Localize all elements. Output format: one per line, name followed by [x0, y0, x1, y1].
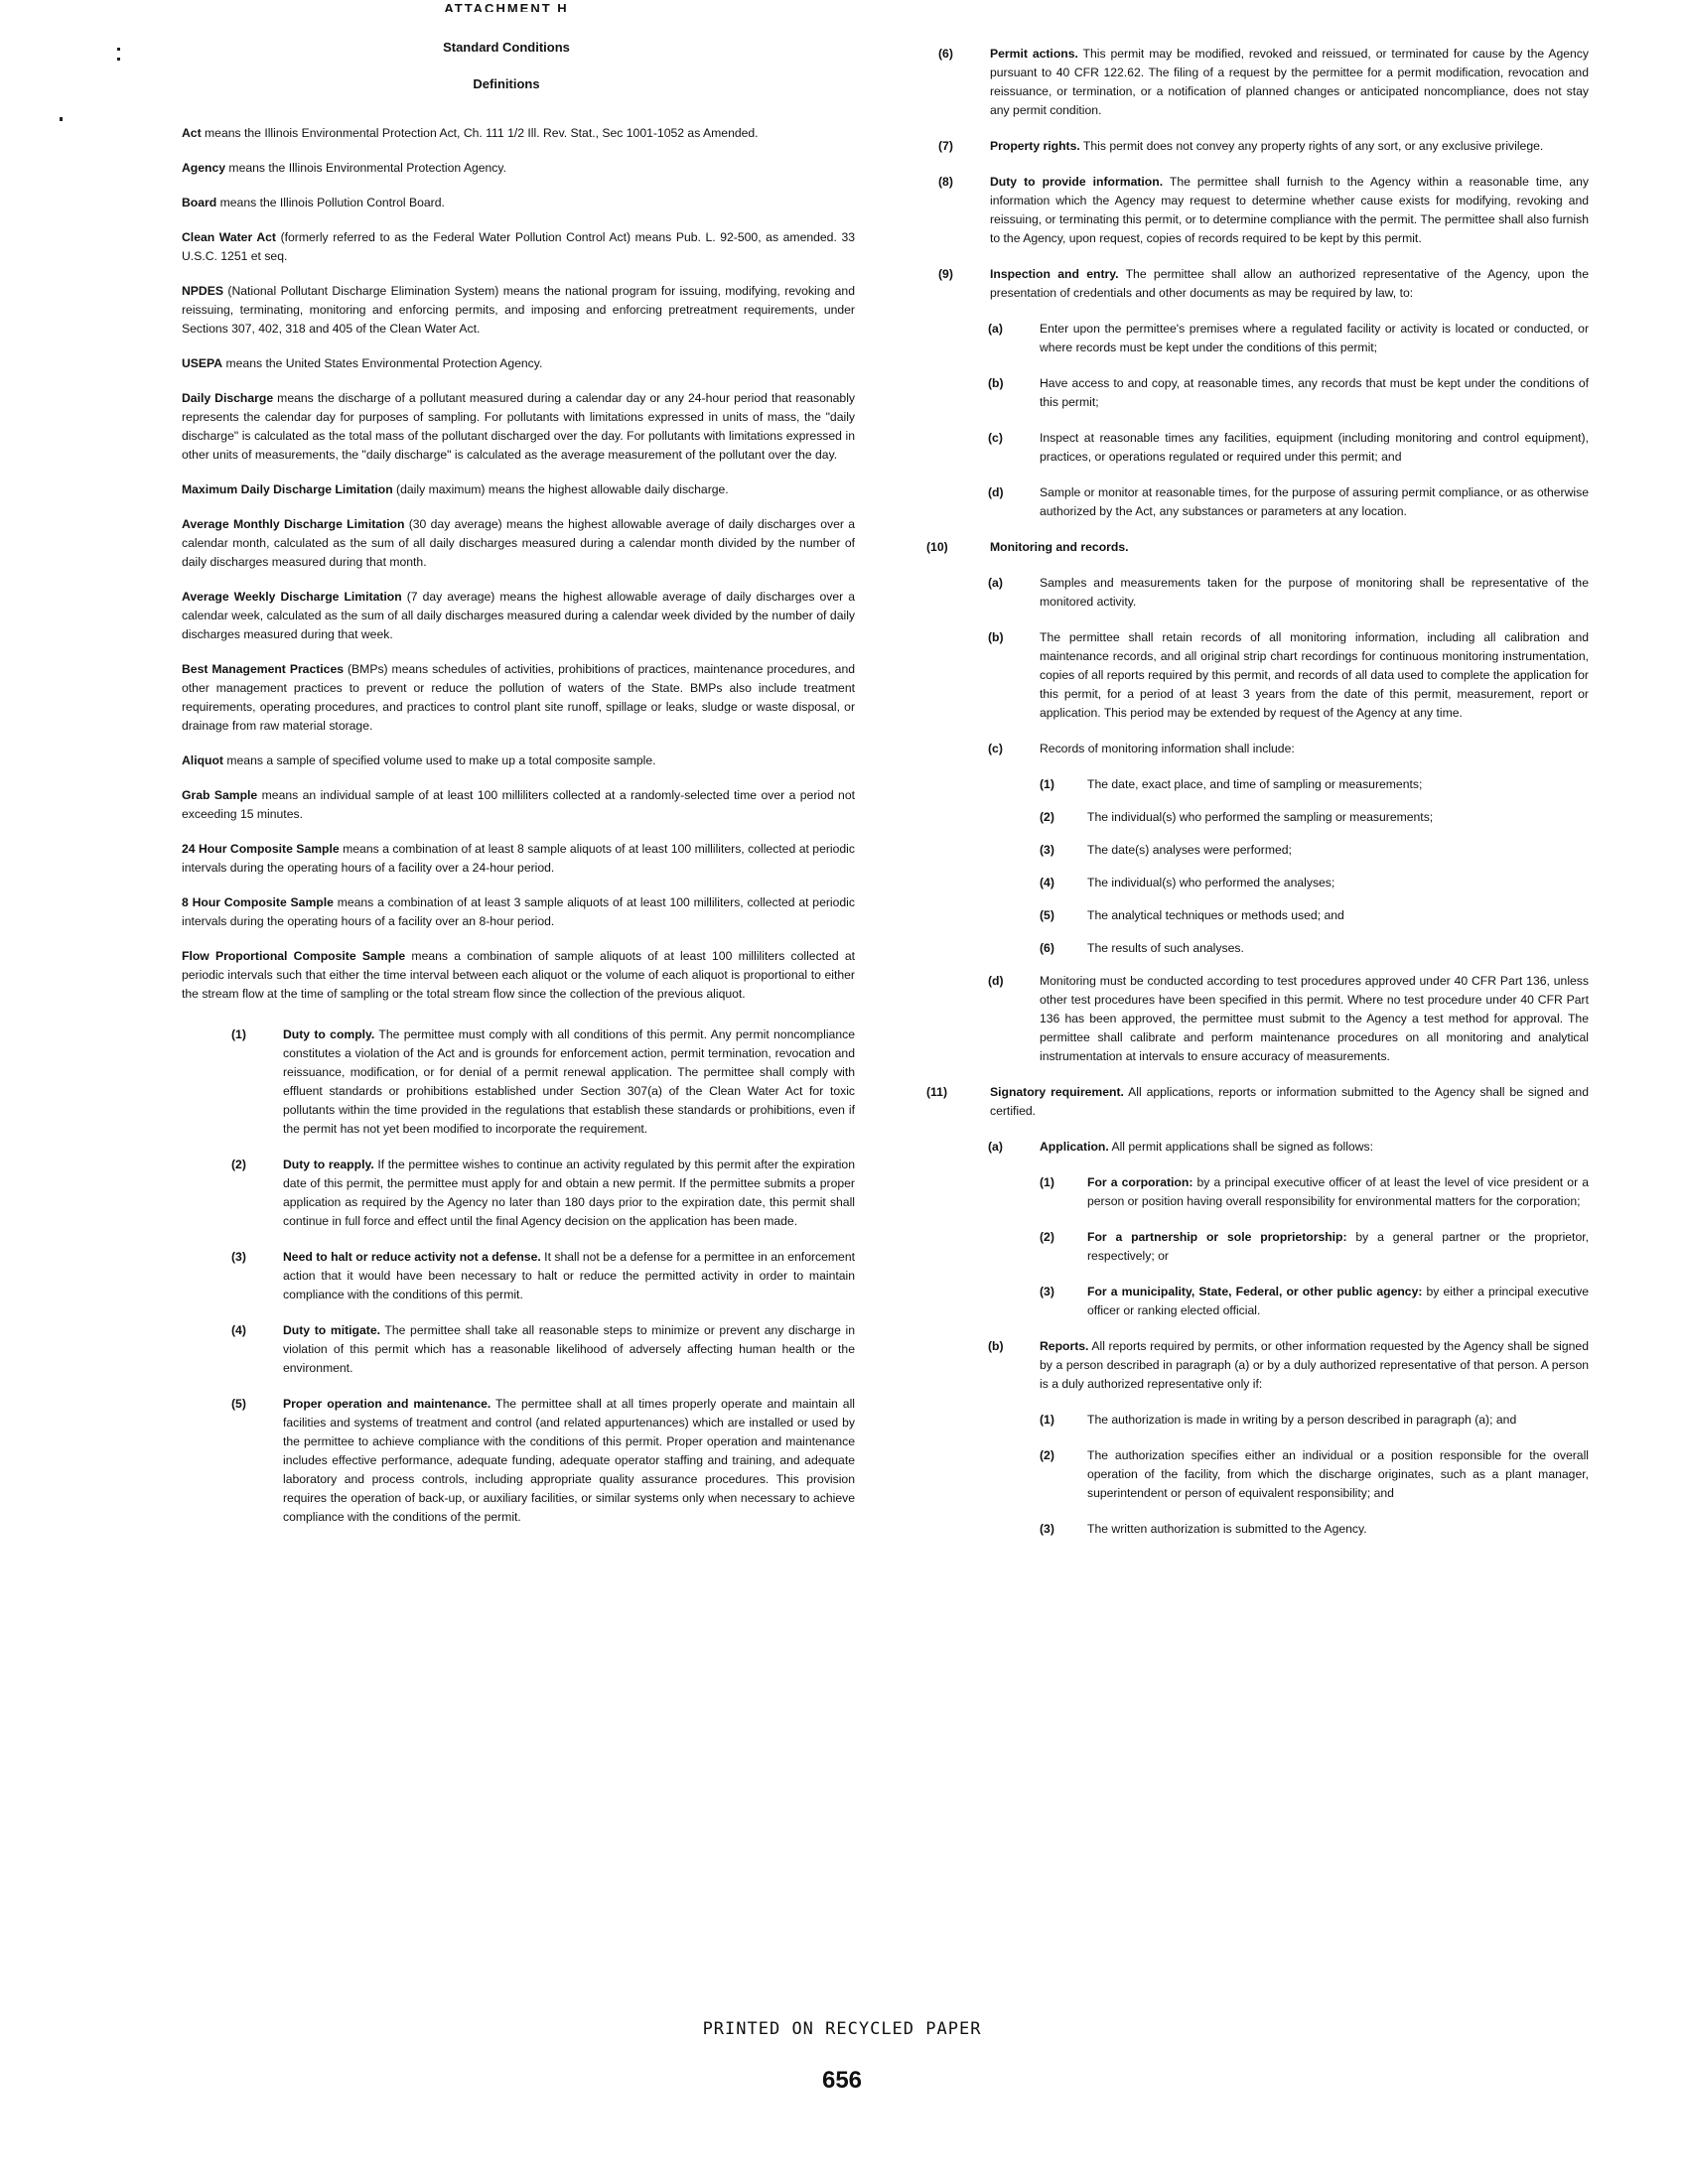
condition-9-inspection-and-entry: (9) Inspection and entry. The permittee shall allow an authorized representative of the Agency, upon the presentation of credentials and other documents as may be required by law, to:: [938, 267, 1589, 300]
definition-24-hour-composite: 24 Hour Composite Sample means a combination of at least 8 sample aliquots of at least 100 milliliters, collected at periodic intervals during the operating hours of a facility over a 24-hour period.: [182, 842, 855, 875]
condition-11-signatory-requirement: (11) Signatory requirement. All applications, reports or information submitted to the Agency shall be signed and certified.: [926, 1085, 1589, 1118]
definition-usepa: USEPA means the United States Environmental Protection Agency.: [182, 356, 543, 370]
definition-clean-water-act: Clean Water Act (formerly referred to as the Federal Water Pollution Control Act) means Pub. L. 92-500, as amended. 33 U.S.C. 1251 et seq.: [182, 230, 856, 263]
definitions-heading: Definitions: [473, 76, 540, 91]
condition-9a: (a) Enter upon the permittee's premises where a regulated facility or activity is located or conducted, or where records must be kept under the conditions of this permit;: [988, 322, 1589, 354]
condition-10c-3: (3) The date(s) analyses were performed;: [1040, 843, 1292, 857]
left-column: [182, 124, 855, 1544]
condition-11a-2: (2) For a partnership or sole proprietorship: by a general partner or the proprietor, respectively; or: [1040, 1230, 1589, 1263]
definition-daily-discharge: Daily Discharge means the discharge of a pollutant measured during a calendar day or any 24-hour period that reasonably represents the calendar day for purposes of sampling. For pollutants with limitations expressed in units of mass, the "daily discharge" is calculated as the total mass of the pollutant discharged over the day. For pollutants with limitations expressed in other units of measurements, the "daily discharge" is calculated as the average measurement of the pollutant over the day.: [182, 391, 855, 462]
definition-8-hour-composite: 8 Hour Composite Sample means a combination of at least 3 sample aliquots of at least 100 milliliters, collected at periodic intervals during the operating hours of a facility over an 8-hour period.: [182, 895, 855, 928]
condition-8-duty-to-provide-information: (8) Duty to provide information. The permittee shall furnish to the Agency within a reasonable time, any information which the Agency may request to determine whether cause exists for modifying, revoking and reissuing, or terminating this permit, or to determine compliance with the permit. The permittee shall also furnish to the Agency, upon request, copies of records required to be kept by this permit.: [938, 175, 1589, 245]
definition-maximum-daily: Maximum Daily Discharge Limitation (daily maximum) means the highest allowable daily discharge.: [182, 482, 729, 496]
condition-9d: (d) Sample or monitor at reasonable times, for the purpose of assuring permit compliance, or as otherwise authorized by the Act, any substances or parameters at any location.: [988, 485, 1589, 518]
condition-11a-3: (3) For a municipality, State, Federal, or other public agency: by either a principal executive officer or ranking elected official.: [1040, 1285, 1589, 1317]
standard-conditions-title: Standard Conditions: [443, 40, 570, 55]
definition-average-monthly: Average Monthly Discharge Limitation (30 day average) means the highest allowable average of daily discharges over a calendar month, calculated as the sum of all daily discharges measured during a calendar month divided by the number of daily discharges measured during that month.: [182, 517, 855, 569]
definition-flow-proportional: Flow Proportional Composite Sample means a combination of sample aliquots of at least 100 milliliters collected at periodic intervals such that either the time interval between each aliquot or the volume of each aliquot is proportional to either the stream flow at the time of sampling or the total stream flow since the collection of the previous aliquot.: [182, 949, 855, 1001]
page-number: 656: [821, 2067, 863, 2094]
condition-2-duty-to-reapply: (2) Duty to reapply. If the permittee wishes to continue an activity regulated by this permit after the expiration date of this permit, the permittee must apply for and obtain a new permit. If the permittee submits a proper application as required by the Agency no later than 180 days prior to the expiration date, this permit shall continue in full force and effect until the final Agency decision on the application has been made.: [231, 1158, 855, 1228]
condition-11b-3: (3) The written authorization is submitted to the Agency.: [1040, 1522, 1367, 1536]
condition-10c-5: (5) The analytical techniques or methods used; and: [1040, 908, 1344, 922]
condition-10-monitoring-and-records: (10) Monitoring and records.: [926, 540, 1129, 554]
condition-6-permit-actions: (6) Permit actions. This permit may be modified, revoked and reissued, or terminated for cause by the Agency pursuant to 40 CFR 122.62. The filing of a request by the permittee for a permit modification, revocation and reissuance, or termination, or a notification of planned changes or anticipated noncompliance, does not stay any permit condition.: [938, 47, 1589, 117]
condition-11b-2: (2) The authorization specifies either an individual or a position responsible for the overall operation of the facility, from which the discharge originates, such as a plant manager, superintendent or person of equivalent responsibility; and: [1040, 1448, 1589, 1500]
definition-agency: Agency means the Illinois Environmental Protection Agency.: [182, 161, 506, 175]
condition-5-proper-operation: (5) Proper operation and maintenance. The permittee shall at all times properly operate and maintain all facilities and systems of treatment and control (and related appurtenances) which are installed or used by the permittee to achieve compliance with the conditions of this permit. Proper operation and maintenance includes effective performance, adequate funding, adequate operator staffing and training, and adequate laboratory and process controls, including appropriate quality assurance procedures. This provision requires the operation of back-up, or auxiliary facilities, or similar systems only when necessary to achieve compliance with the conditions of the permit.: [231, 1397, 855, 1524]
right-column: [926, 45, 1589, 1556]
definition-aliquot: Aliquot means a sample of specified volume used to make up a total composite sample.: [182, 753, 656, 767]
condition-11a-application: (a) Application. All permit applications shall be signed as follows:: [988, 1140, 1373, 1154]
document-header: [169, 1, 844, 91]
condition-11b-reports: (b) Reports. All reports required by permits, or other information requested by the Agency shall be signed by a person described in paragraph (a) or by a duly authorized representative of that person. A person is a duly authorized representative only if:: [988, 1339, 1589, 1391]
definition-bmps: Best Management Practices (BMPs) means schedules of activities, prohibitions of practices, maintenance procedures, and other management practices to prevent or reduce the pollution of waters of the State. BMPs also include treatment requirements, operating procedures, and practices to control plant site runoff, spillage or leaks, sludge or waste disposal, or drainage from raw material storage.: [182, 662, 855, 733]
definition-board: Board means the Illinois Pollution Control Board.: [182, 196, 445, 209]
condition-9c: (c) Inspect at reasonable times any facilities, equipment (including monitoring and control equipment), practices, or operations regulated or required under this permit; and: [988, 431, 1589, 464]
recycled-paper-notice: PRINTED ON RECYCLED PAPER: [702, 2019, 982, 2039]
condition-10c-6: (6) The results of such analyses.: [1040, 941, 1244, 955]
condition-4-duty-to-mitigate: (4) Duty to mitigate. The permittee shall take all reasonable steps to minimize or prevent any discharge in violation of this permit which has a reasonable likelihood of adversely affecting human health or the environment.: [231, 1323, 855, 1375]
definition-npdes: NPDES (National Pollutant Discharge Elimination System) means the national program for issuing, modifying, revoking and reissuing, terminating, monitoring and enforcing permits, and imposing and enforcing pretreatment requirements, under Sections 307, 402, 318 and 405 of the Clean Water Act.: [182, 284, 855, 336]
definition-average-weekly: Average Weekly Discharge Limitation (7 day average) means the highest allowable average of daily discharges over a calendar week, calculated as the sum of all daily discharges measured during a calendar week divided by the number of daily discharges measured during that week.: [182, 590, 855, 641]
condition-11b-1: (1) The authorization is made in writing by a person described in paragraph (a); and: [1040, 1413, 1517, 1427]
condition-10b: (b) The permittee shall retain records of all monitoring information, including all calibration and maintenance records, and all original strip chart recordings for continuous monitoring instrumentation, copies of all reports required by this permit, and records of all data used to complete the application for this permit, for a period of at least 3 years from the date of this permit, measurement, report or application. This period may be extended by request of the Agency at any time.: [988, 630, 1589, 720]
condition-10c: (c) Records of monitoring information shall include:: [988, 742, 1295, 755]
definition-act: Act means the Illinois Environmental Protection Act, Ch. 111 1/2 Ill. Rev. Stat., Sec 1001-1052 as Amended.: [182, 126, 759, 140]
condition-10c-1: (1) The date, exact place, and time of sampling or measurements;: [1040, 777, 1423, 791]
definition-grab-sample: Grab Sample means an individual sample of at least 100 milliliters collected at a randomly-selected time over a period not exceeding 15 minutes.: [182, 788, 855, 821]
condition-10c-4: (4) The individual(s) who performed the analyses;: [1040, 876, 1335, 889]
condition-1-duty-to-comply: (1) Duty to comply. The permittee must comply with all conditions of this permit. Any permit noncompliance constitutes a violation of the Act and is grounds for enforcement action, permit termination, revocation and reissuance, modification, or for denial of a permit renewal application. The permittee shall comply with effluent standards or prohibitions established under Section 307(a) of the Clean Water Act for toxic pollutants within the time provided in the regulations that establish these standards or prohibitions, even if the permit has not yet been modified to incorporate the requirement.: [231, 1027, 855, 1136]
condition-10a: (a) Samples and measurements taken for the purpose of monitoring shall be representative of the monitored activity.: [988, 576, 1589, 609]
attachment-label: ATTACHMENT H: [444, 1, 569, 12]
condition-10c-2: (2) The individual(s) who performed the sampling or measurements;: [1040, 810, 1434, 824]
condition-9b: (b) Have access to and copy, at reasonable times, any records that must be kept under the conditions of this permit;: [988, 376, 1589, 409]
condition-7-property-rights: (7) Property rights. This permit does not convey any property rights of any sort, or any exclusive privilege.: [938, 139, 1544, 153]
condition-11a-1: (1) For a corporation: by a principal executive officer of at least the level of vice president or a person or position having overall responsibility for environmental matters for the corporation;: [1040, 1175, 1589, 1208]
condition-10d: (d) Monitoring must be conducted according to test procedures approved under 40 CFR Part 136, unless other test procedures have been specified in this permit. Where no test procedure under 40 CFR Part 136 has been approved, the permittee must submit to the Agency a test method for approval. The permittee shall calibrate and perform maintenance procedures on all monitoring and analytical instrumentation at intervals to ensure accuracy of measurements.: [988, 974, 1589, 1063]
condition-3-need-to-halt: (3) Need to halt or reduce activity not a defense. It shall not be a defense for a permittee in an enforcement action that it would have been necessary to halt or reduce the permitted activity in order to maintain compliance with the conditions of this permit.: [231, 1250, 855, 1301]
